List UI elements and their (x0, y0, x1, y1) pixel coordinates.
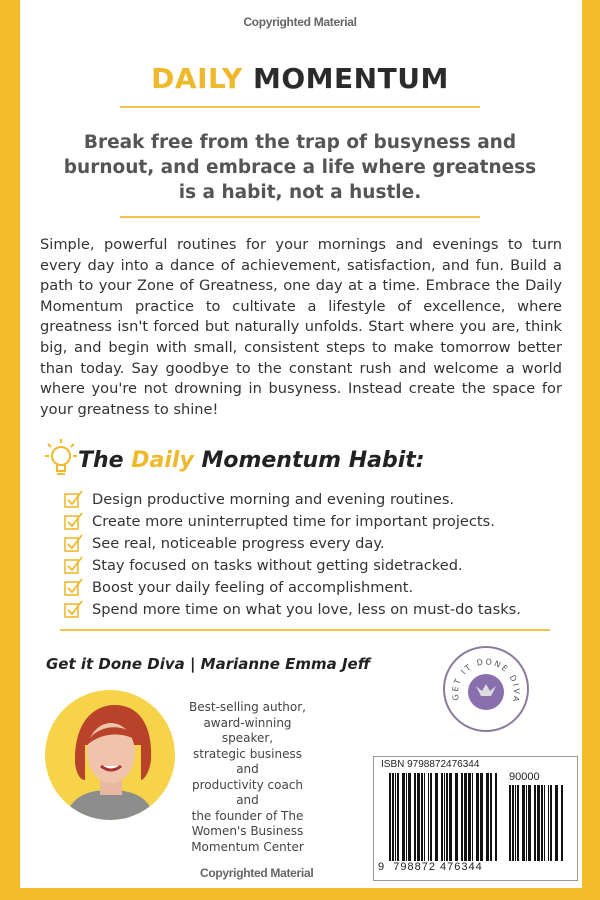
habit-list (64, 488, 521, 620)
book-title (0, 62, 600, 95)
bio-line: Momentum Center (191, 839, 304, 854)
bio-line: award-winning speaker, (203, 715, 292, 745)
title-daily: DAILY (151, 62, 243, 95)
bio-line: Women's Business (191, 824, 304, 838)
isbn-barcode (373, 756, 578, 881)
watermark-bottom: Copyrighted Material (200, 866, 314, 880)
publisher-logo (443, 646, 529, 732)
bio-line: the founder of The (191, 808, 304, 823)
author-name: Get it Done Diva | Marianne Emma Jeff (46, 655, 371, 673)
checkbox-icon (64, 600, 84, 618)
subtitle: Break free from the trap of busyness and burnout, and embrace a life where greatness is a habit, not a hustle. (63, 132, 537, 203)
checkbox-icon (64, 578, 84, 596)
habit-heading: The Daily Momentum Habit: (78, 448, 425, 473)
description: Simple, powerful routines for your mornings and evenings to turn every day into a dance of achievement, satisfaction, and fun. Build a path to your Zone of Greatness, one day at a time. Embrace the Daily Momentum practice to cultivate a lifestyle of excellence, where greatness isn't forced but naturally unfolds. Start where you are, think big, and begin with small, consistent steps to make tomorrow better than today. Say goodbye to the constant rush and welcome a world where you're not drowning in busyness. Instead create the space for your greatness to shine! (40, 236, 562, 418)
author-bio (180, 700, 315, 855)
title-momentum: MOMENTUM (253, 62, 449, 95)
svg-text:GET IT DONE DIVA PRESS: GET IT DONE DIVA (450, 657, 522, 705)
habit-item: Create more uninterrupted time for important projects. (64, 510, 521, 532)
lightbulb-icon (44, 436, 78, 480)
habit-item: Spend more time on what you love, less on must-do tasks. (64, 598, 521, 620)
divider (60, 629, 550, 631)
barcode-bars (389, 773, 499, 863)
checkbox-icon (64, 512, 84, 530)
checkbox-icon (64, 490, 84, 508)
barcode-digits: 9 798872 476344 (378, 861, 483, 873)
habit-item: Boost your daily feeling of accomplishment. (64, 576, 521, 598)
isbn-text: ISBN 9798872476344 (381, 759, 480, 770)
addon-bars (509, 785, 564, 863)
author-photo (45, 690, 175, 820)
watermark-top: Copyrighted Material (243, 15, 357, 29)
habit-item: Stay focused on tasks without getting sidetracked. (64, 554, 521, 576)
bio-line: productivity coach and (191, 777, 304, 807)
divider (120, 216, 480, 218)
bio-line: Best-selling author, (189, 700, 306, 714)
divider (120, 106, 480, 108)
habit-item: Design productive morning and evening routines. (64, 488, 521, 510)
habit-item: See real, noticeable progress every day. (64, 532, 521, 554)
checkbox-icon (64, 556, 84, 574)
price-code: 90000 (509, 771, 540, 783)
checkbox-icon (64, 534, 84, 552)
bio-line: strategic business and (193, 746, 302, 776)
